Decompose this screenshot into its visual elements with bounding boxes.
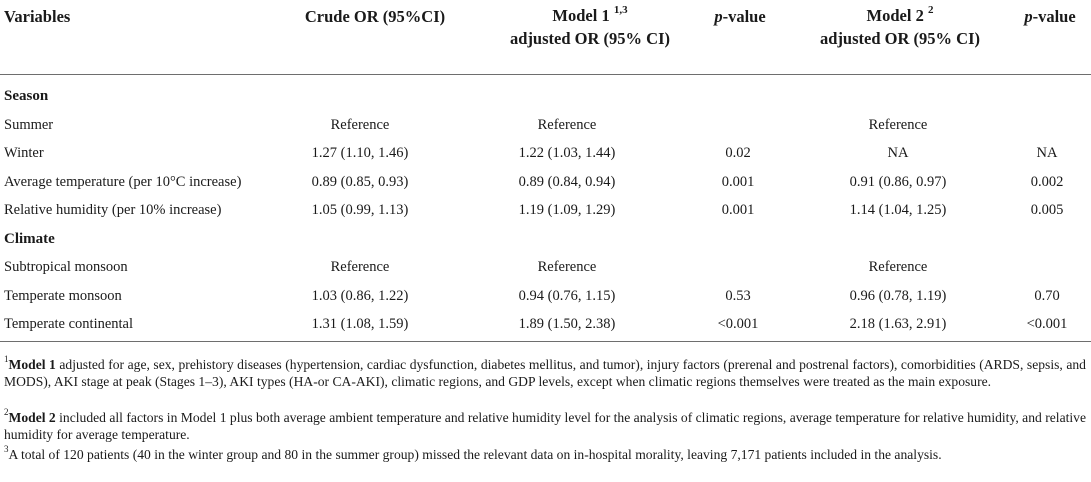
header-p-value-2: p-value	[1024, 7, 1076, 26]
cell-p2: 0.002	[1030, 174, 1064, 190]
header-p-value-1: p-value	[714, 7, 766, 26]
row-label: Subtropical monsoon	[4, 259, 128, 275]
cell-model1: Reference	[537, 259, 597, 275]
cell-model2: NA	[887, 145, 909, 161]
header-model2-sup: 2	[927, 3, 934, 16]
cell-model2: 0.91 (0.86, 0.97)	[849, 174, 947, 190]
row-label: Relative humidity (per 10% increase)	[4, 202, 222, 218]
cell-model2: Reference	[868, 117, 928, 133]
cell-p1: 0.02	[725, 145, 751, 161]
cell-crude: 1.31 (1.08, 1.59)	[311, 316, 409, 332]
row-label: Temperate continental	[4, 316, 134, 332]
cell-model1: 0.89 (0.84, 0.94)	[518, 174, 616, 190]
cell-crude: Reference	[330, 117, 390, 133]
row-label: Summer	[4, 117, 54, 133]
footnote-2: $^2$Model 2 included all factors in Model 1 plus both average ambient temperature and relative humidity level for the analysis of climatic regions, average temperature for relative humidity, and relative humidity for average temperature.	[4, 407, 1086, 442]
cell-crude: Reference	[330, 259, 390, 275]
cell-crude: 1.03 (0.86, 1.22)	[311, 288, 409, 304]
cell-p2: NA	[1036, 145, 1058, 161]
row-label: Temperate monsoon	[4, 288, 122, 304]
cell-p1: <0.001	[717, 316, 759, 332]
cell-model1: 0.94 (0.76, 1.15)	[518, 288, 616, 304]
cell-model1: 1.22 (1.03, 1.44)	[518, 145, 616, 161]
cell-crude: 1.05 (0.99, 1.13)	[311, 202, 409, 218]
section-climate: Climate	[4, 231, 55, 247]
cell-crude: 0.89 (0.85, 0.93)	[311, 174, 409, 190]
cell-model1: 1.19 (1.09, 1.29)	[518, 202, 616, 218]
cell-model1: 1.89 (1.50, 2.38)	[518, 316, 616, 332]
header-model1-sup: 1,3	[613, 3, 628, 16]
footnote-1: $^1$Model 1 adjusted for age, sex, prehistory diseases (hypertension, cardiac dysfunction, diabetes mellitus, and tumor), injury factors (prerenal and postrenal factors), comorbidities (ARDS, sepsis, and MODS), AKI stage at peak (Stages 1–3), AKI types (HA-or CA-AKI), climatic regions, and GDP levels, except when climatic regions themselves were treated as the main exposure.	[4, 354, 1086, 389]
row-label: Winter	[4, 145, 44, 161]
section-season: Season	[4, 88, 49, 104]
header-rule	[0, 74, 1091, 75]
cell-model2: 0.96 (0.78, 1.19)	[849, 288, 947, 304]
cell-p2: 0.005	[1030, 202, 1064, 218]
cell-model2: 1.14 (1.04, 1.25)	[849, 202, 947, 218]
header-model1: Model 1 $^{1,3}$ adjusted OR (95% CI)	[510, 3, 670, 48]
cell-model2: 2.18 (1.63, 2.91)	[849, 316, 947, 332]
header-crude-or: Crude OR (95%CI)	[304, 7, 446, 26]
header-model2: Model 2 $^2$ adjusted OR (95% CI)	[820, 3, 980, 48]
cell-crude: 1.27 (1.10, 1.46)	[311, 145, 409, 161]
footnote-3: $^3$A total of 120 patients (40 in the winter group and 80 in the summer group) missed the relevant data on in-hospital morality, leaving 7,171 patients included in the analysis.	[4, 444, 942, 462]
cell-p1: 0.53	[725, 288, 751, 304]
cell-p1: 0.001	[721, 202, 755, 218]
cell-p2: 0.70	[1034, 288, 1060, 304]
row-label: Average temperature (per 10°C increase)	[4, 174, 242, 190]
cell-p1: 0.001	[721, 174, 755, 190]
cell-model2: Reference	[868, 259, 928, 275]
table-bottom-rule	[0, 341, 1091, 342]
header-variables: Variables	[4, 7, 71, 26]
cell-p2: <0.001	[1026, 316, 1068, 332]
cell-model1: Reference	[537, 117, 597, 133]
